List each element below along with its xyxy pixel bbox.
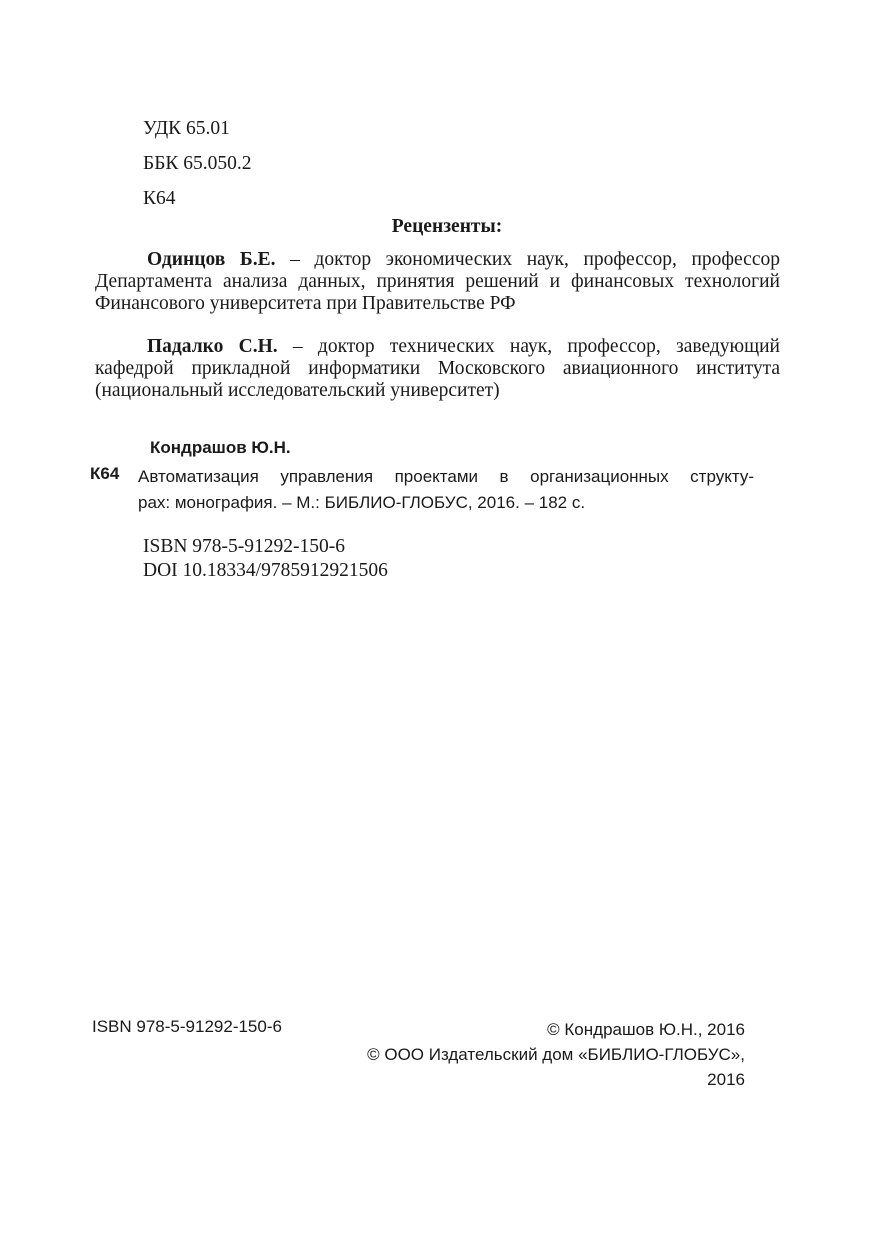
copyright-publisher: © ООО Издательский дом «БИБЛИО-ГЛОБУС», <box>367 1045 745 1064</box>
reviewer-description: – доктор технических наук, профессор, заведующий кафедрой прикладной информатики Московского авиационного института (национальный исследовательский университет) <box>95 336 780 401</box>
footer-isbn: ISBN 978-5-91292-150-6 <box>92 1017 282 1036</box>
copyright-author: © Кондрашов Ю.Н., 2016 <box>547 1020 745 1039</box>
bbk-code: ББК 65.050.2 <box>143 153 252 174</box>
copyright-year: 2016 <box>707 1070 745 1089</box>
classification-codes <box>143 111 252 216</box>
reviewer-paragraph <box>95 249 780 315</box>
reviewer-name: Одинцов Б.Е. <box>147 249 276 270</box>
isbn-text: ISBN 978-5-91292-150-6 <box>143 536 346 557</box>
bib-description <box>138 464 754 516</box>
udk-code: УДК 65.01 <box>143 118 230 139</box>
reviewer-name: Падалко С.Н. <box>147 336 278 357</box>
reviewer-paragraph <box>95 336 780 402</box>
author-mark-code: К64 <box>143 188 176 209</box>
bib-description-line: рах: монография. – М.: БИБЛИО-ГЛОБУС, 2016. – 182 с. <box>138 493 586 512</box>
doi-text: DOI 10.18334/9785912921506 <box>143 560 388 581</box>
bib-description-line: Автоматизация управления проектами в организационных структу- <box>138 467 754 486</box>
bib-author: Кондрашов Ю.Н. <box>150 438 291 457</box>
identifiers <box>143 535 388 583</box>
reviewers-title: Рецензенты: <box>391 216 503 237</box>
reviewer-description: – доктор экономических наук, профессор, профессор Департамента анализа данных, принятия решений и финансовых технологий Финансового университета при Правительстве РФ <box>95 249 780 314</box>
bib-mark: К64 <box>90 464 120 483</box>
footer-copyright <box>367 1017 745 1092</box>
